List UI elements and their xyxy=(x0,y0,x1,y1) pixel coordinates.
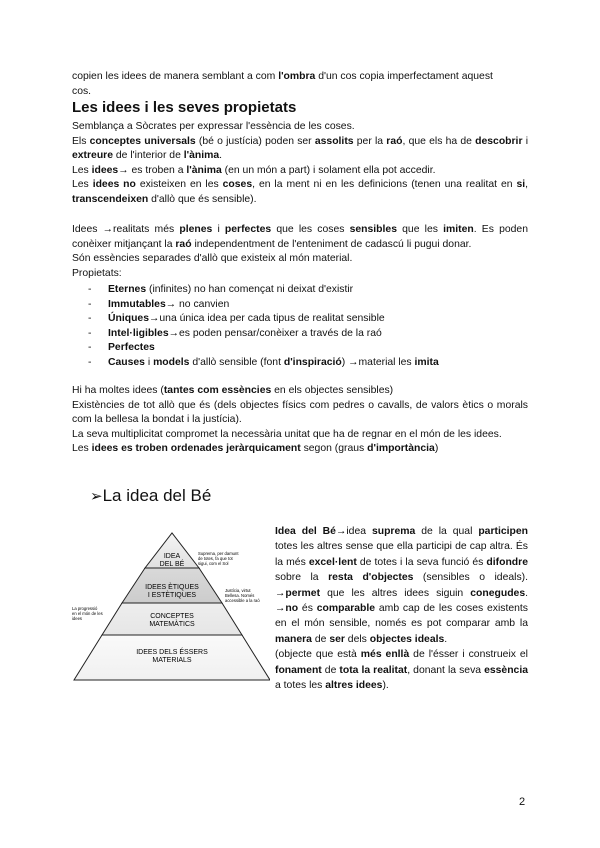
bold-run: raó xyxy=(175,238,192,250)
level4-line1: IDEES DELS ÉSSERS xyxy=(136,649,208,656)
text-run: , xyxy=(525,179,529,191)
bold-run: l'ànima xyxy=(186,164,222,176)
bold-run: tantes com essències xyxy=(163,385,272,396)
text-run: Les xyxy=(72,179,93,191)
text-run: existeixen en les xyxy=(135,179,223,191)
paragraph-3 xyxy=(72,164,528,179)
bold-run: transcendeixen xyxy=(72,193,149,205)
bold-run: d'inspiració xyxy=(283,356,342,368)
text-run: de xyxy=(311,633,330,645)
multiplicity-body xyxy=(72,384,528,457)
paragraph-1: Semblança a Sòcrates per expressar l'essència de les coses. xyxy=(72,121,355,132)
intro-text-end: d'un cos copia imperfectament aquest xyxy=(315,71,493,82)
text-run: (objecte que està xyxy=(275,649,361,661)
property-item xyxy=(72,327,528,342)
text-run: Idees →realitats més xyxy=(72,224,180,235)
note-left-3: idees xyxy=(72,616,83,621)
level1-line1: IDEA xyxy=(163,553,181,560)
text-run: que les coses xyxy=(271,224,350,235)
pyramid-diagram xyxy=(72,530,270,692)
text-run: . xyxy=(444,633,448,645)
level2-line2: I ESTÈTIQUES xyxy=(147,592,197,599)
text-run: (infinites) no han començat ni deixat d'existir xyxy=(146,284,354,295)
bold-run: perfectes xyxy=(224,224,272,235)
bold-run: Intel·ligibles xyxy=(108,327,169,339)
bold-run: més enllà xyxy=(360,649,410,661)
bold-run: conceptes universals xyxy=(89,135,196,147)
bold-run: comparable xyxy=(316,603,376,615)
text-run: ). xyxy=(382,680,389,692)
text-run: Les xyxy=(72,443,92,455)
bold-run: plenes xyxy=(179,224,213,235)
bold-run: extreure xyxy=(72,150,114,162)
text-run: és xyxy=(298,603,317,615)
section-title: Les idees i les seves propietats xyxy=(72,99,297,116)
text-run: . → xyxy=(275,587,528,615)
properties-list xyxy=(72,283,528,371)
text-run: . Es poden conèixer mitjançant la xyxy=(72,224,528,250)
text-run: Els xyxy=(72,135,90,147)
property-item xyxy=(72,312,528,327)
text-run: independentment de l'enteniment de cadascú li pugui donar. xyxy=(191,238,472,250)
paragraph-6: Són essències separades d'allò que existeix al món material. xyxy=(72,253,353,265)
note-top-1: Suprema, per damunt xyxy=(198,551,239,556)
intro-text: copien les idees de manera semblant a com xyxy=(72,71,279,82)
paragraph-9: Existències de tot allò que és (dels objectes físics com pedres o cavalls, de valors ètics o morals com la bellesa la bondat i la justícia). xyxy=(72,399,528,426)
text-run: , donant la seva xyxy=(407,664,485,676)
dash-bullet: - xyxy=(88,298,92,310)
text-run: Hi ha moltes idees ( xyxy=(72,385,164,396)
text-run: de totes i la seva funció és xyxy=(356,556,487,568)
intro-line xyxy=(72,70,528,85)
bold-run: difondre xyxy=(486,556,528,568)
property-item xyxy=(72,283,528,298)
bold-run: essència xyxy=(484,664,528,676)
property-item xyxy=(72,298,528,313)
paragraph-8 xyxy=(72,384,528,399)
bold-run: idees es troben ordenades jeràrquicament xyxy=(91,443,301,455)
bold-run: idees xyxy=(91,164,119,176)
intro-line-2: cos. xyxy=(72,85,92,97)
good-idea-paragraph-2 xyxy=(275,647,528,693)
bold-run: d'importància xyxy=(367,443,435,455)
bold-run: ser xyxy=(329,633,345,645)
text-run: de l'interior de xyxy=(113,150,184,162)
intro-bold: l'ombra xyxy=(278,71,316,82)
text-run: →idea xyxy=(335,526,372,537)
text-run: totes les altres sense que ella participi de cap altra. És la més xyxy=(275,541,528,568)
text-run: de la qual xyxy=(415,526,479,537)
dash-bullet: - xyxy=(88,313,92,325)
bold-run: excel·lent xyxy=(308,556,357,568)
dash-bullet: - xyxy=(88,284,92,295)
good-idea-paragraph xyxy=(275,524,528,647)
bold-run: conegudes xyxy=(470,587,526,599)
bold-run: imiten xyxy=(443,224,474,235)
paragraph-2 xyxy=(72,135,528,164)
text-run: (bé o justícia) poden ser xyxy=(195,135,315,147)
bold-run: assolits xyxy=(314,135,354,147)
bold-run: models xyxy=(153,356,190,368)
bold-run: l'ànima xyxy=(183,150,220,162)
text-run: sobre la xyxy=(275,572,329,584)
bold-run: si xyxy=(516,179,526,191)
bold-run: permet xyxy=(285,587,321,599)
text-run: i xyxy=(522,135,529,147)
text-run: amb cap de les coses existents en el món sensible, només es pot comparar amb la xyxy=(275,603,528,630)
text-run: Les xyxy=(72,164,92,176)
text-run: i xyxy=(144,356,154,368)
bold-run: imita xyxy=(414,356,439,368)
bold-run: objectes ideals xyxy=(369,633,445,645)
bold-run: raó xyxy=(386,135,403,147)
note-top-2: de totes, fa que tot xyxy=(198,556,233,561)
text-run: que les xyxy=(396,224,444,235)
text-run: de xyxy=(321,664,340,676)
text-run: que les altres idees siguin xyxy=(320,587,471,599)
level2-line1: IDEES ÈTIQUES xyxy=(145,584,199,591)
section-body xyxy=(72,120,528,208)
bold-run: Idea del Bé xyxy=(275,526,336,537)
dash-bullet: - xyxy=(88,327,92,339)
intro-paragraph xyxy=(72,70,528,99)
bold-run: tota la realitat xyxy=(339,664,408,676)
property-item xyxy=(72,341,528,356)
bold-run: participen xyxy=(478,526,528,537)
bold-run: no xyxy=(285,603,299,615)
text-run: d'allò que és sensible). xyxy=(148,193,257,205)
bold-run: Eternes xyxy=(108,284,147,295)
property-item xyxy=(72,356,528,371)
bold-run: fonament xyxy=(275,664,322,676)
note-left-1: La progressió xyxy=(72,606,98,611)
text-run: d'allò sensible (font xyxy=(189,356,284,368)
level4-line2: MATERIALS xyxy=(152,657,192,664)
bold-run: Perfectes xyxy=(108,342,155,354)
bold-run: Úniques xyxy=(108,313,149,325)
text-run: en els objectes sensibles) xyxy=(271,385,394,396)
text-run: a totes les xyxy=(275,680,326,692)
level3-line2: MATEMÀTICS xyxy=(149,621,195,628)
bold-run: suprema xyxy=(371,526,416,537)
bold-run: manera xyxy=(275,633,312,645)
text-run: i xyxy=(212,224,225,235)
bold-run: descobrir xyxy=(475,135,523,147)
good-idea-description xyxy=(275,524,528,693)
bold-run: Causes xyxy=(108,356,145,368)
page-number: 2 xyxy=(519,796,526,808)
note-left-2: en el món de les xyxy=(72,611,103,616)
dash-bullet: - xyxy=(88,342,92,354)
text-run: per la xyxy=(353,135,387,147)
bold-run: sensibles xyxy=(349,224,397,235)
text-run: (en un món a part) i solament ella pot accedir. xyxy=(221,164,436,176)
note-mid-1: Justícia, virtut xyxy=(225,588,251,593)
note-top-3: sigui, com el Sol xyxy=(198,561,229,566)
properties-label: Propietats: xyxy=(72,267,122,279)
text-run: →una única idea per cada tipus de realitat sensible xyxy=(149,313,385,325)
text-run: de l'ésser i construeix el xyxy=(409,649,528,661)
paragraph-11 xyxy=(72,442,528,457)
text-run: → no canvien xyxy=(165,298,230,310)
subsection-title: La idea del Bé xyxy=(102,486,212,505)
bold-run: altres idees xyxy=(325,680,383,692)
text-run: → es troben a xyxy=(118,164,187,176)
text-run: (sensibles o ideals). → xyxy=(275,572,528,599)
text-run: , en la ment ni en les definicions (tenen una realitat en xyxy=(252,179,517,191)
text-run: ) →material les xyxy=(341,356,415,368)
note-mid-2: Bellesa. Només xyxy=(225,593,255,598)
text-run: →es poden pensar/conèixer a través de la raó xyxy=(168,327,382,339)
bold-run: idees no xyxy=(92,179,136,191)
bold-run: Immutables xyxy=(108,298,166,310)
ideas-body xyxy=(72,223,528,281)
subsection-heading xyxy=(90,486,211,506)
arrow-bullet-icon: ➢ xyxy=(90,488,103,505)
text-run: . xyxy=(219,150,223,162)
bold-run: resta d'objectes xyxy=(328,572,414,584)
bold-run: coses xyxy=(222,179,253,191)
text-run: ) xyxy=(434,443,439,455)
level3-line1: CONCEPTES xyxy=(150,613,194,620)
paragraph-4 xyxy=(72,178,528,207)
dash-bullet: - xyxy=(88,356,92,368)
text-run: segon (graus xyxy=(300,443,368,455)
paragraph-10: La seva multiplicitat compromet la necessària unitat que ha de regnar en el món de les idees. xyxy=(72,428,502,440)
text-run: dels xyxy=(344,633,370,645)
paragraph-5 xyxy=(72,223,528,252)
text-run: , que els ha de xyxy=(402,135,476,147)
level1-line2: DEL BÉ xyxy=(159,561,185,568)
note-mid-3: accessible a la raó xyxy=(225,598,260,603)
